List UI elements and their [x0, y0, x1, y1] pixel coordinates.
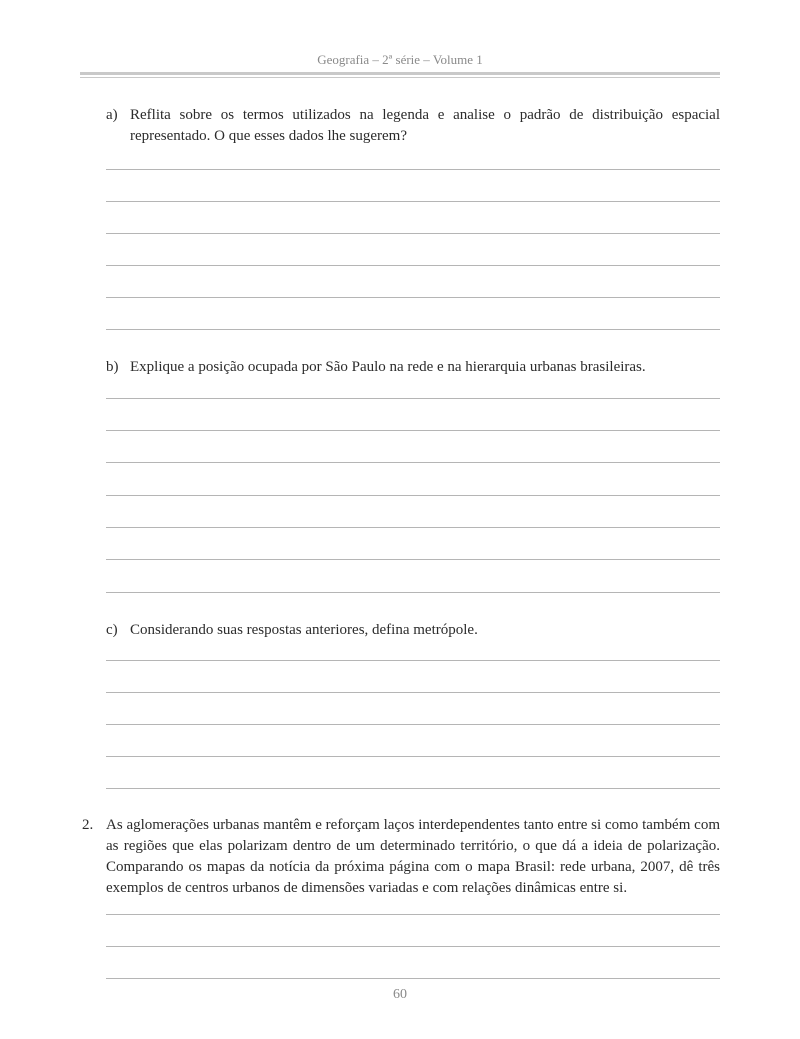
question-c-text: Considerando suas respostas anteriores, defina metrópole.: [130, 622, 478, 638]
answer-line[interactable]: [106, 462, 720, 463]
answer-line[interactable]: [106, 592, 720, 593]
answer-line[interactable]: [106, 914, 720, 915]
answer-line[interactable]: [106, 495, 720, 496]
question-2-label: 2.: [82, 817, 94, 833]
answer-line[interactable]: [106, 756, 720, 757]
answer-line[interactable]: [106, 169, 720, 170]
answer-line[interactable]: [106, 724, 720, 725]
answer-line[interactable]: [106, 201, 720, 202]
answer-line[interactable]: [106, 978, 720, 979]
running-header: Geografia – 2ª série – Volume 1: [317, 52, 483, 67]
answer-line[interactable]: [106, 946, 720, 947]
header-rule-thin: [80, 77, 720, 78]
question-b-text: Explique a posição ocupada por São Paulo na rede e na hierarquia urbanas brasileiras.: [130, 359, 646, 375]
question-b-label: b): [106, 359, 119, 375]
answer-line[interactable]: [106, 297, 720, 298]
question-c-label: c): [106, 622, 118, 638]
page-number: 60: [393, 987, 407, 1002]
answer-line[interactable]: [106, 559, 720, 560]
header-rule: [80, 72, 720, 75]
answer-line[interactable]: [106, 430, 720, 431]
question-a: [106, 105, 720, 147]
answer-line[interactable]: [106, 692, 720, 693]
question-a-label: a): [106, 107, 118, 123]
question-c: [106, 620, 720, 641]
answer-line[interactable]: [106, 265, 720, 266]
question-2: [82, 815, 720, 899]
answer-line[interactable]: [106, 788, 720, 789]
answer-line[interactable]: [106, 527, 720, 528]
answer-line[interactable]: [106, 329, 720, 330]
answer-line[interactable]: [106, 233, 720, 234]
question-2-text: As aglomerações urbanas mantêm e reforçam laços interdependentes tanto entre si como também com as regiões que elas polarizam dentro de um determinado território, o que dá a ideia de polarização. Comparando os mapas da notícia da próxima página com o mapa Brasil: rede urbana, 2007, dê três exemplos de centros urbanos de dimensões variadas e com relações dinâmicas entre si.: [106, 817, 720, 896]
question-a-text: Reflita sobre os termos utilizados na legenda e analise o padrão de distribuição espacial representado. O que esses dados lhe sugerem?: [130, 107, 720, 144]
answer-line[interactable]: [106, 660, 720, 661]
answer-line[interactable]: [106, 398, 720, 399]
question-b: [106, 357, 720, 378]
